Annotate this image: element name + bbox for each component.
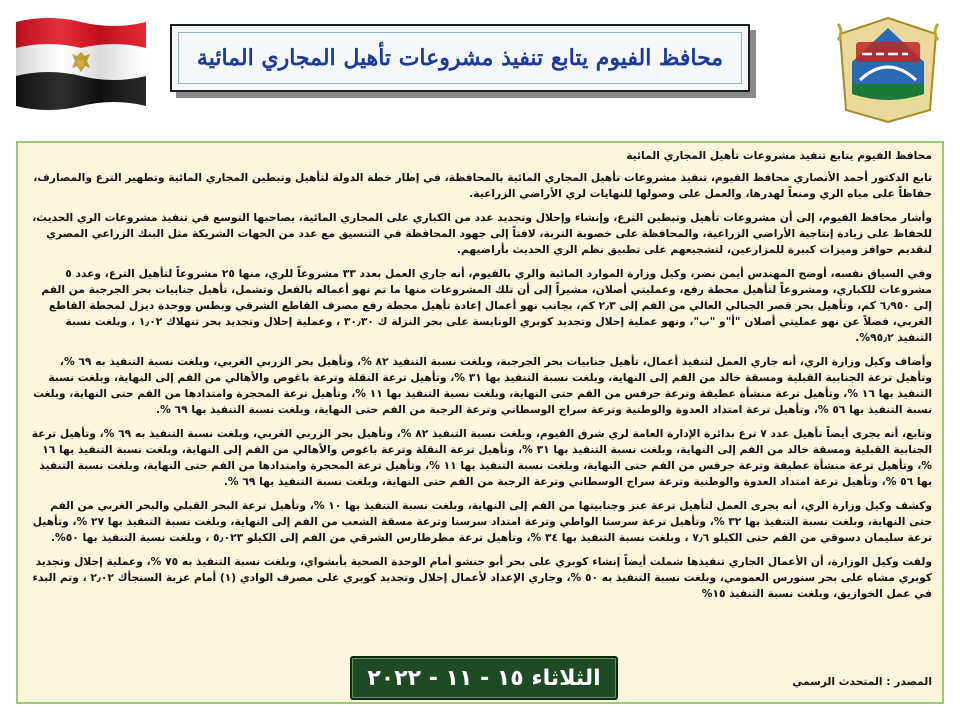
date-banner [350, 656, 618, 700]
article-paragraph: وفي السياق نفسه، أوضح المهندس أيمن نضر، وكيل وزارة الموارد المائية والري بالفيوم، أنه جاري العمل بعدد ٣٣ مشروعاً للري، منها ٢٥ مشروعاً لتأهيل الترع، وعدد ٥ مشروعات للكباري، ومشروعاً لتأهيل محطة رفع، وعمليتي أصلان، مشيراً إلى أن تلك المشروعات منها ما تم نهو أعماله بالفعل وتشمل، تأهيل جنابيات بحر الجرجبة من الفم إلى ٦٫٩٥٠ كم، وتأهيل بحر قصر الجبالي العالي من الفم إلى ٢٫٣ كم، بجانب نهو أعمال إعادة تأهيل محطة رفع مصرف القاطع الشرقي وبطس ووحدة ديزل لمحطة القاطع الغربي، فضلاً عن نهو عمليتي أصلان "أ"و "ب"، ونهو عملية إحلال وتجديد كوبري الونايسة على بحر النزلة ك ٣٠٫٣٠ ، وعملية إحلال وتجديد بحر تنهلاك ١٫٠٢ ، وبلغت نسبة التنفيذ ٩٥٫٢%. [41, 267, 932, 344]
logo-wordmark [856, 42, 920, 62]
article-paragraph: تابع الدكتور أحمد الأنصاري محافظ الفيوم، تنفيذ مشروعات تأهيل المجاري المائية بالمحافظة، في إطار خطة الدولة لتأهيل وتبطين المجاري المائية وتطهير الترع والمصارف، حفاظاً على مياه الري ومنعاً لهدرها، والعمل على وصولها للنهايات لري الأراضي الزراعية. [33, 171, 932, 200]
article-paragraph: وأضاف وكيل وزارة الري، أنه جاري العمل لتنفيذ أعمال، تأهيل جنابيات بحر الجرجبة، وبلغت نسبة التنفيذ ٨٢ %، وتأهيل بحر الزربي الغربي، وبلغت نسبة التنفيذ به ٦٩ %، وتأهيل ترعة الجنابية القبلية ومسقة خالد من الفم إلى النهاية، وبلغت نسبة التنفيذ بها ٣١ %، وتأهيل ترعة النقلة وترعة باغوص والأهالي من الفم إلى النهاية، وبلغت نسبة التنفيذ بها ١٦ %، وتأهيل ترعة منشأة عطيفة وترعة جرفس من الفم حتى النهاية، وبلغت نسبة التنفيذ بها ١١ %، وتأهيل ترعة المحجرة وامتدادها من الفم حتى النهاية، وبلغت نسبة التنفيذ بها ٥٦ %، وتأهيل ترعة امتداد العدوة والوطنية وترعة سراج الوسطاني وترعة الرجبة من الفم حتى النهاية، وبلغت نسبة التنفيذ بها ٦٩ %. [33, 355, 932, 416]
title-banner [170, 24, 750, 92]
article-paragraph: وكشف وكيل وزارة الري، أنه يجرى العمل لتأهيل ترعة عنز وجنابيتها من الفم إلى النهاية، وبلغت نسبة التنفيذ بها ١٠ %، وتأهيل ترعة البحر القبلي والبحر الغربي من الفم حتى النهاية، وبلغت نسبة التنفيذ بها ٣٢ %، وتأهيل ترعة سرسنا الواطي وترعة امتداد سرسنا وترعة مسقة الشعب من الفم إلى النهاية، وبلغت نسبة التنفيذ بها ٢٧ %، وتأهيل ترعة سليمان دسوقي من الفم حتى الكيلو ٧٫٦ ، وبلغت نسبة التنفيذ بها ٣٤ %، وتأهيل ترعة مطرطارس الشرقي من الفم إلى الكيلو ٥٫٠٢٣ ، وبلغت نسبة التنفيذ بها ٥٠%. [32, 499, 932, 544]
egypt-flag-icon [14, 14, 148, 110]
article-body [16, 141, 944, 704]
page-title: محافظ الفيوم يتابع تنفيذ مشروعات تأهيل المجاري المائية [196, 45, 724, 71]
article-source: المصدر : المتحدث الرسمي [792, 675, 932, 688]
article-paragraph: ولفت وكيل الوزارة، أن الأعمال الجاري تنفيذها شملت أيضاً إنشاء كوبري على بحر أبو جنشو أمام الوحدة الصحية بأبشواي، وبلغت نسبة التنفيذ به ٧٥ %، وعملية إحلال وتجديد كوبري مشاه على بحر سنورس العمومي، وبلغت نسبة التنفيذ به ٥٠ %، وجاري الإعداد لأعمال إحلال وتجديد كوبري على مصرف الوادي (١) أمام عزبة السنجأك ٢٫٠٢ ، وتم البدء في عمل الخوازيق، وبلغت نسبة التنفيذ ١٥% [32, 555, 932, 600]
article-paragraph: وأشار محافظ الفيوم، إلى أن مشروعات تأهيل وتبطين الترع، وإنشاء وإحلال وتجديد عدد من الكباري على المجاري المائية، يصاحبها التوسع في تنفيذ مشروعات الري الحديث، للحفاظ على زيادة إنتاجية الأراضي الزراعية، والمحافظة على خصوبة التربة، لافتاً إلى جهود المحافظة في التنسيق مع عدد من الجهات الشريكة مثل البنك الزراعي المصري لتقديم حوافز وميزات كبيرة للمزارعين، لتشجيعهم على تطبيق نظم الري الحديث بأراضيهم. [32, 211, 932, 256]
fayoum-governorate-logo-icon [830, 14, 946, 124]
article-headline: محافظ الفيوم يتابع تنفيذ مشروعات تأهيل المجاري المائية [626, 149, 932, 162]
article-paragraph: وتابع، أنه يجرى أيضاً تأهيل عدد ٧ ترع بدائرة الإدارة العامة لري شرق الفيوم، وبلغت نسبة التنفيذ ٨٢ %، وتأهيل بحر الزربي الغربي، وبلغت نسبة التنفيذ به ٦٩ %، وتأهيل ترعة الجنابية القبلية ومسقة خالد من الفم إلى النهاية، وبلغت نسبة التنفيذ بها ٣١ %، وتأهيل ترعة النقلة وترعة باغوص والأهالي من الفم إلى النهاية، وبلغت نسبة التنفيذ بها ١٦ %، وتأهيل ترعة منشأة عطيفة وترعة جرفس من الفم حتى النهاية، وبلغت نسبة التنفيذ بها ١١ %، وتأهيل ترعة المحجرة وامتدادها من الفم حتى النهاية، وبلغت نسبة التنفيذ بها ٥٦ %، وتأهيل ترعة امتداد العدوة والوطنية وترعة سراج الوسطاني وترعة الرجبة من الفم حتى النهاية، وبلغت نسبة التنفيذ بها ٦٩ %. [31, 427, 932, 488]
date-text: الثلاثاء ١٥ - ١١ - ٢٠٢٢ [367, 665, 601, 691]
